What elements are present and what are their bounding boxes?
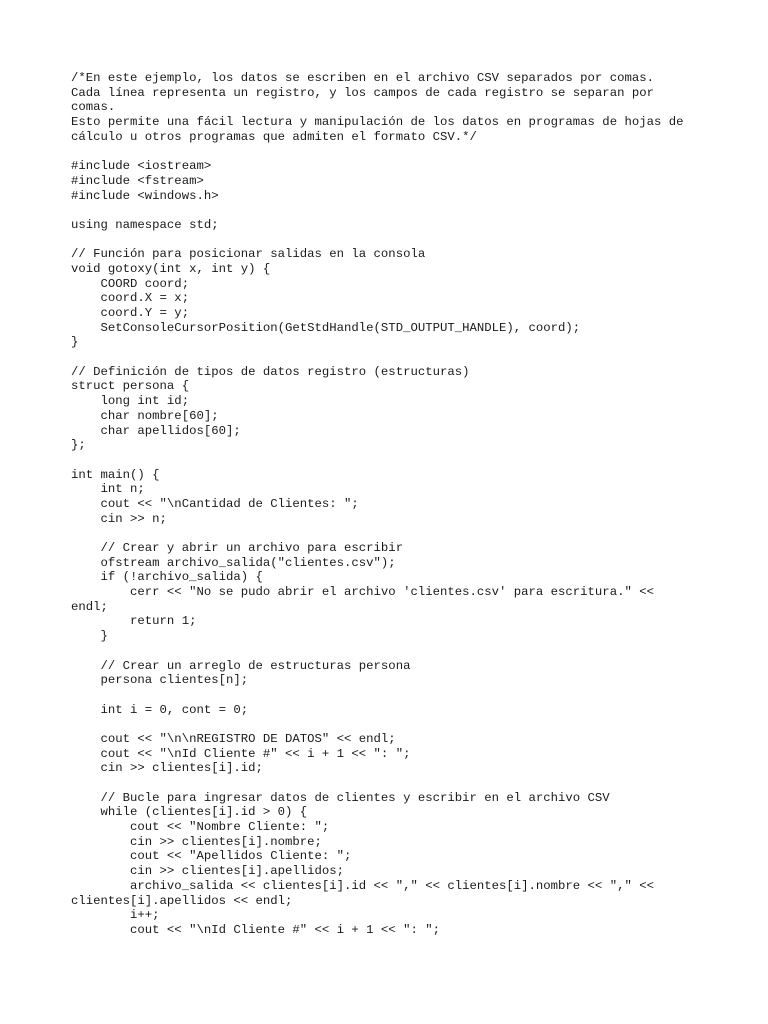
code-line: #include <windows.h> — [71, 188, 219, 203]
code-line: cin >> clientes[i].nombre; — [71, 834, 322, 849]
code-line: SetConsoleCursorPosition(GetStdHandle(STD_OUTPUT_HANDLE), coord); — [71, 320, 581, 335]
code-line: Esto permite una fácil lectura y manipulación de los datos en programas de hojas de — [71, 115, 684, 130]
code-line: clientes[i].apellidos << endl; — [71, 893, 293, 908]
blank-line — [71, 644, 711, 659]
code-line: cin >> clientes[i].apellidos; — [71, 864, 345, 879]
code-line: } — [71, 629, 108, 644]
code-line: return 1; — [71, 614, 197, 629]
code-line: cin >> n; — [71, 511, 167, 526]
code-line: Cada línea representa un registro, y los campos de cada registro se separan por — [71, 85, 654, 100]
code-line: i++; — [71, 908, 160, 923]
code-line: cout << "Nombre Cliente: "; — [71, 820, 330, 835]
blank-line — [71, 233, 711, 248]
code-line: persona clientes[n]; — [71, 673, 249, 688]
code-line: comas. — [71, 100, 116, 115]
code-line: void gotoxy(int x, int y) { — [71, 261, 271, 276]
blank-line — [71, 203, 711, 218]
code-line: ofstream archivo_salida("clientes.csv"); — [71, 555, 396, 570]
code-line: char nombre[60]; — [71, 408, 219, 423]
code-line: struct persona { — [71, 379, 190, 394]
code-line: cout << "\nId Cliente #" << i + 1 << ": "; — [71, 746, 411, 761]
code-line: archivo_salida << clientes[i].id << "," << clientes[i].nombre << "," << — [71, 878, 654, 893]
blank-line — [71, 717, 711, 732]
code-line: // Definición de tipos de datos registro (estructuras) — [71, 364, 470, 379]
code-line: coord.Y = y; — [71, 306, 190, 320]
blank-line — [71, 350, 711, 365]
code-line: char apellidos[60]; — [71, 423, 241, 438]
blank-line — [71, 526, 711, 541]
code-line: coord.X = x; — [71, 291, 190, 306]
code-line: COORD coord; — [71, 276, 190, 291]
code-line: cout << "\nId Cliente #" << i + 1 << ": "; — [71, 922, 440, 937]
code-line: cin >> clientes[i].id; — [71, 761, 263, 776]
code-line: cout << "\nCantidad de Clientes: "; — [71, 496, 359, 511]
code-line: int i = 0, cont = 0; — [71, 702, 249, 717]
code-line: } — [71, 335, 79, 350]
blank-line — [71, 453, 711, 468]
code-line: // Bucle para ingresar datos de clientes y escribir en el archivo CSV — [71, 790, 610, 805]
code-line: // Crear y abrir un archivo para escribir — [71, 541, 404, 555]
code-line: while (clientes[i].id > 0) { — [71, 805, 308, 820]
code-line: #include <fstream> — [71, 173, 204, 188]
blank-line — [71, 776, 711, 791]
code-line: #include <iostream> — [71, 159, 212, 174]
code-line: long int id; — [71, 394, 190, 409]
code-line: int n; — [71, 482, 145, 497]
code-line: cerr << "No se pudo abrir el archivo 'clientes.csv' para escritura." << — [71, 585, 654, 600]
code-line: if (!archivo_salida) { — [71, 570, 263, 585]
code-line: cout << "Apellidos Cliente: "; — [71, 849, 352, 864]
code-line: // Función para posicionar salidas en la consola — [71, 247, 426, 262]
code-line: endl; — [71, 599, 108, 614]
code-line: cout << "\n\nREGISTRO DE DATOS" << endl; — [71, 731, 396, 746]
code-line: }; — [71, 438, 86, 453]
code-line: // Crear un arreglo de estructuras persona — [71, 658, 411, 673]
code-line: int main() { — [71, 467, 160, 482]
code-block — [71, 71, 711, 938]
blank-line — [71, 688, 711, 703]
blank-line — [71, 144, 711, 159]
code-line: cálculo u otros programas que admiten el formato CSV.*/ — [71, 129, 477, 144]
code-line: using namespace std; — [71, 217, 219, 232]
code-line: /*En este ejemplo, los datos se escriben en el archivo CSV separados por comas. — [71, 71, 654, 85]
